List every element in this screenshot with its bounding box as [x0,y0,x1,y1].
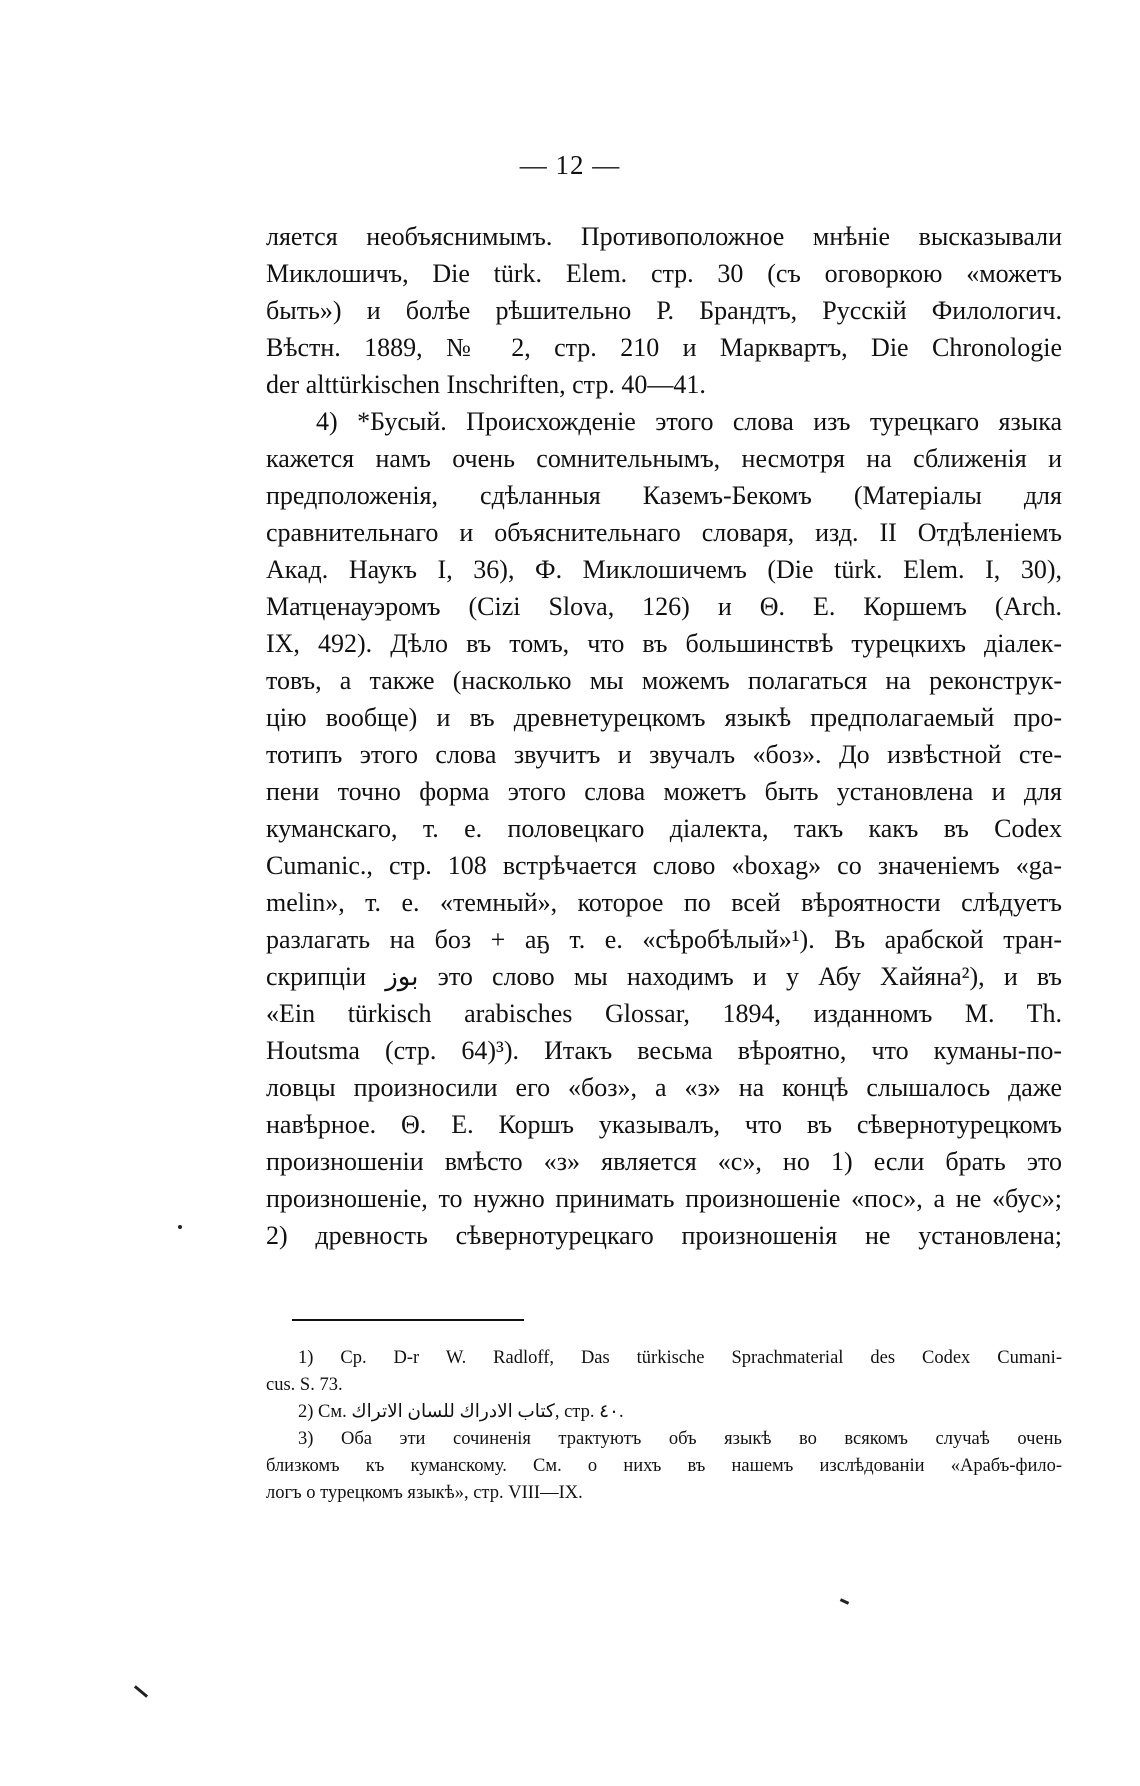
text-line: Акад. Наукъ I, 36), Ф. Миклошичемъ (Die türk. Elem. I, 30), [266,555,1062,584]
text-line: кажется намъ очень сомнительнымъ, несмотря на сближенія и [266,444,1062,473]
footnote-line: 3) Оба эти сочиненія трактуютъ объ языкѣ во всякомъ случаѣ очень [298,1429,1062,1449]
text-line: Матценауэромъ (Cizi Slova, 126) и Θ. Е. Коршемъ (Arch. [266,592,1062,621]
text-line: Вѣстн. 1889, № 2, стр. 210 и Марквартъ, Die Chronologie [266,333,1062,362]
text-line: IX, 492). Дѣло въ томъ, что въ большинствѣ турецкихъ діалек- [266,629,1062,658]
main-text [266,218,1062,1254]
footnotes [266,1345,1062,1507]
footnote-line: 2) См. كتاب الادراك للسان الاتراك, стр. ٤٠. [298,1402,624,1422]
text-line: тотипъ этого слова звучитъ и звучалъ «боз». До извѣстной сте- [266,740,1062,769]
scan-speck [134,1685,148,1698]
footnote-line: cus. S. 73. [266,1375,343,1395]
text-line: «Ein türkisch arabisches Glossar, 1894, изданномъ M. Th. [266,999,1062,1028]
scan-speck [840,1598,849,1605]
text-line: ловцы произносили его «боз», а «з» на концѣ слышалось даже [266,1073,1062,1102]
text-line: быть») и болѣе рѣшительно Р. Брандтъ, Русскій Филологич. [266,296,1062,325]
text-line: Houtsma (стр. 64)³). Итакъ весьма вѣроятно, что куманы-по- [266,1036,1062,1065]
footnote-line: близкомъ къ куманскому. См. о нихъ въ нашемъ изслѣдованіи «Арабъ-фило- [266,1456,1062,1476]
text-line: произношеніе, то нужно принимать произношеніе «пос», а не «бус»; [266,1184,1062,1213]
text-line: Cumanic., стр. 108 встрѣчается слово «boxag» со значеніемъ «ga- [266,851,1062,880]
footnote-line: логъ о турецкомъ языкѣ», стр. VIII—IX. [266,1483,583,1503]
text-line: товъ, а также (насколько мы можемъ полагаться на реконструк- [266,666,1062,695]
scan-speck [178,1225,182,1229]
text-line: der alttürkischen Inschriften, стр. 40—41. [266,370,706,399]
text-line: скрипціи بوز это слово мы находимъ и у Абу Хайяна²), и въ [266,962,1062,991]
text-line: 2) древность сѣвернотурецкаго произношенія не установлена; [266,1221,1062,1250]
footnote-divider [292,1319,524,1321]
text-line: цію вообще) и въ древнетурецкомъ языкѣ предполагаемый про- [266,703,1062,732]
text-line: сравнительнаго и объяснительнаго словаря, изд. II Отдѣленіемъ [266,518,1062,547]
text-line: куманскаго, т. е. половецкаго діалекта, такъ какъ въ Codex [266,814,1062,843]
text-line: разлагать на боз + аҕ т. е. «сѣробѣлый»¹). Въ арабской тран- [266,925,1062,954]
text-line: 4) *Бусый. Происхожденіе этого слова изъ турецкаго языка [316,407,1062,436]
footnote-line: 1) Ср. D-r W. Radloff, Das türkische Sprachmaterial des Codex Cumani- [298,1348,1062,1368]
text-line: ляется необъяснимымъ. Противоположное мнѣніе высказывали [266,222,1062,251]
page-number: — 12 — [519,150,621,180]
text-line: melin», т. е. «темный», которое по всей вѣроятности слѣдуетъ [266,888,1062,917]
text-line: Миклошичъ, Die türk. Elem. стр. 30 (съ оговоркою «можетъ [266,259,1062,288]
text-line: навѣрное. Θ. Е. Коршъ указывалъ, что въ сѣвернотурецкомъ [266,1110,1062,1139]
text-line: пени точно форма этого слова можетъ быть установлена и для [266,777,1062,806]
text-line: произношеніи вмѣсто «з» является «с», но 1) если брать это [266,1147,1062,1176]
text-line: предположенія, сдѣланныя Каземъ-Бекомъ (Матеріалы для [266,481,1062,510]
